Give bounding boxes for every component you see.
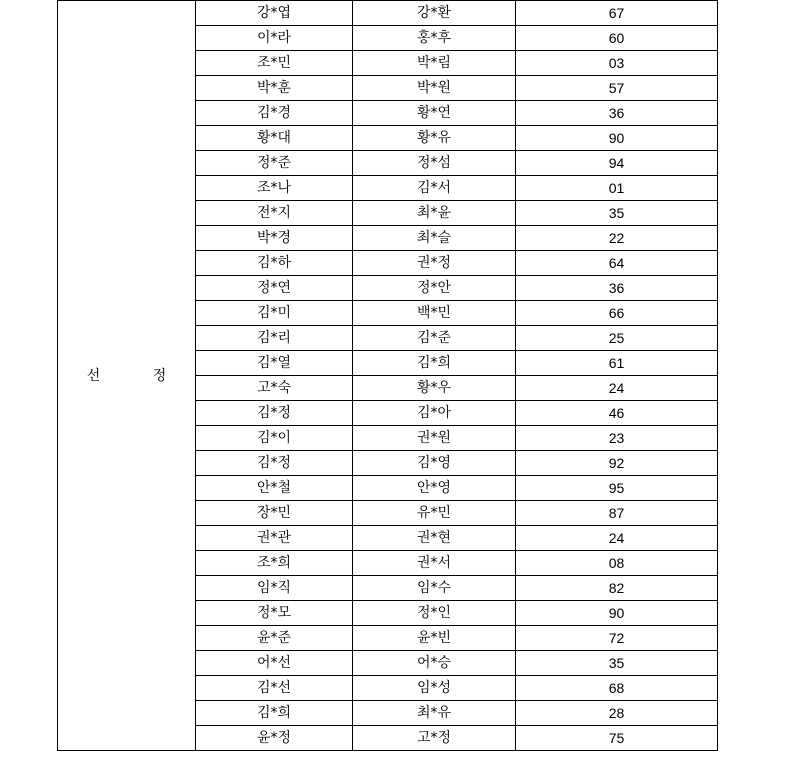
number-cell: 66 (516, 301, 718, 326)
name-cell: 김*정 (196, 451, 353, 476)
number-cell: 90 (516, 601, 718, 626)
recommender-cell: 최*슬 (353, 226, 516, 251)
name-cell: 김*이 (196, 426, 353, 451)
recommender-cell: 권*서 (353, 551, 516, 576)
number-cell: 35 (516, 201, 718, 226)
name-cell: 조*나 (196, 176, 353, 201)
number-cell: 22 (516, 226, 718, 251)
selection-table (57, 0, 718, 751)
recommender-cell: 강*환 (353, 1, 516, 26)
number-cell: 94 (516, 151, 718, 176)
group-label: 선 정 (86, 367, 191, 384)
name-cell: 권*관 (196, 526, 353, 551)
name-cell: 전*지 (196, 201, 353, 226)
number-cell: 64 (516, 251, 718, 276)
number-cell: 35 (516, 651, 718, 676)
name-cell: 김*하 (196, 251, 353, 276)
name-cell: 고*숙 (196, 376, 353, 401)
name-cell: 조*희 (196, 551, 353, 576)
number-cell: 03 (516, 51, 718, 76)
number-cell: 72 (516, 626, 718, 651)
number-cell: 23 (516, 426, 718, 451)
group-label-cell (58, 1, 196, 751)
name-cell: 어*선 (196, 651, 353, 676)
table-row (58, 1, 718, 26)
name-cell: 강*엽 (196, 1, 353, 26)
number-cell: 75 (516, 726, 718, 751)
name-cell: 김*선 (196, 676, 353, 701)
number-cell: 90 (516, 126, 718, 151)
recommender-cell: 정*섬 (353, 151, 516, 176)
number-cell: 60 (516, 26, 718, 51)
recommender-cell: 김*희 (353, 351, 516, 376)
number-cell: 24 (516, 376, 718, 401)
recommender-cell: 황*유 (353, 126, 516, 151)
recommender-cell: 김*아 (353, 401, 516, 426)
number-cell: 24 (516, 526, 718, 551)
name-cell: 정*모 (196, 601, 353, 626)
recommender-cell: 유*민 (353, 501, 516, 526)
name-cell: 김*열 (196, 351, 353, 376)
name-cell: 윤*준 (196, 626, 353, 651)
selection-table-body (58, 1, 718, 751)
recommender-cell: 임*수 (353, 576, 516, 601)
name-cell: 박*경 (196, 226, 353, 251)
name-cell: 임*직 (196, 576, 353, 601)
number-cell: 67 (516, 1, 718, 26)
recommender-cell: 김*준 (353, 326, 516, 351)
name-cell: 김*미 (196, 301, 353, 326)
recommender-cell: 황*우 (353, 376, 516, 401)
recommender-cell: 윤*빈 (353, 626, 516, 651)
recommender-cell: 권*정 (353, 251, 516, 276)
name-cell: 윤*정 (196, 726, 353, 751)
recommender-cell: 최*유 (353, 701, 516, 726)
name-cell: 정*준 (196, 151, 353, 176)
name-cell: 박*훈 (196, 76, 353, 101)
name-cell: 정*연 (196, 276, 353, 301)
recommender-cell: 김*서 (353, 176, 516, 201)
number-cell: 57 (516, 76, 718, 101)
name-cell: 김*리 (196, 326, 353, 351)
number-cell: 95 (516, 476, 718, 501)
name-cell: 김*희 (196, 701, 353, 726)
number-cell: 08 (516, 551, 718, 576)
number-cell: 01 (516, 176, 718, 201)
recommender-cell: 최*윤 (353, 201, 516, 226)
name-cell: 황*대 (196, 126, 353, 151)
name-cell: 조*민 (196, 51, 353, 76)
name-cell: 김*경 (196, 101, 353, 126)
name-cell: 이*라 (196, 26, 353, 51)
number-cell: 82 (516, 576, 718, 601)
recommender-cell: 안*영 (353, 476, 516, 501)
recommender-cell: 김*영 (353, 451, 516, 476)
recommender-cell: 박*원 (353, 76, 516, 101)
recommender-cell: 백*민 (353, 301, 516, 326)
number-cell: 36 (516, 101, 718, 126)
number-cell: 36 (516, 276, 718, 301)
recommender-cell: 박*림 (353, 51, 516, 76)
recommender-cell: 정*안 (353, 276, 516, 301)
recommender-cell: 정*인 (353, 601, 516, 626)
number-cell: 28 (516, 701, 718, 726)
recommender-cell: 권*원 (353, 426, 516, 451)
number-cell: 92 (516, 451, 718, 476)
name-cell: 안*철 (196, 476, 353, 501)
number-cell: 25 (516, 326, 718, 351)
recommender-cell: 고*정 (353, 726, 516, 751)
name-cell: 김*정 (196, 401, 353, 426)
number-cell: 61 (516, 351, 718, 376)
number-cell: 87 (516, 501, 718, 526)
recommender-cell: 권*현 (353, 526, 516, 551)
recommender-cell: 홍*후 (353, 26, 516, 51)
name-cell: 장*민 (196, 501, 353, 526)
number-cell: 68 (516, 676, 718, 701)
recommender-cell: 임*성 (353, 676, 516, 701)
recommender-cell: 어*승 (353, 651, 516, 676)
number-cell: 46 (516, 401, 718, 426)
recommender-cell: 황*연 (353, 101, 516, 126)
